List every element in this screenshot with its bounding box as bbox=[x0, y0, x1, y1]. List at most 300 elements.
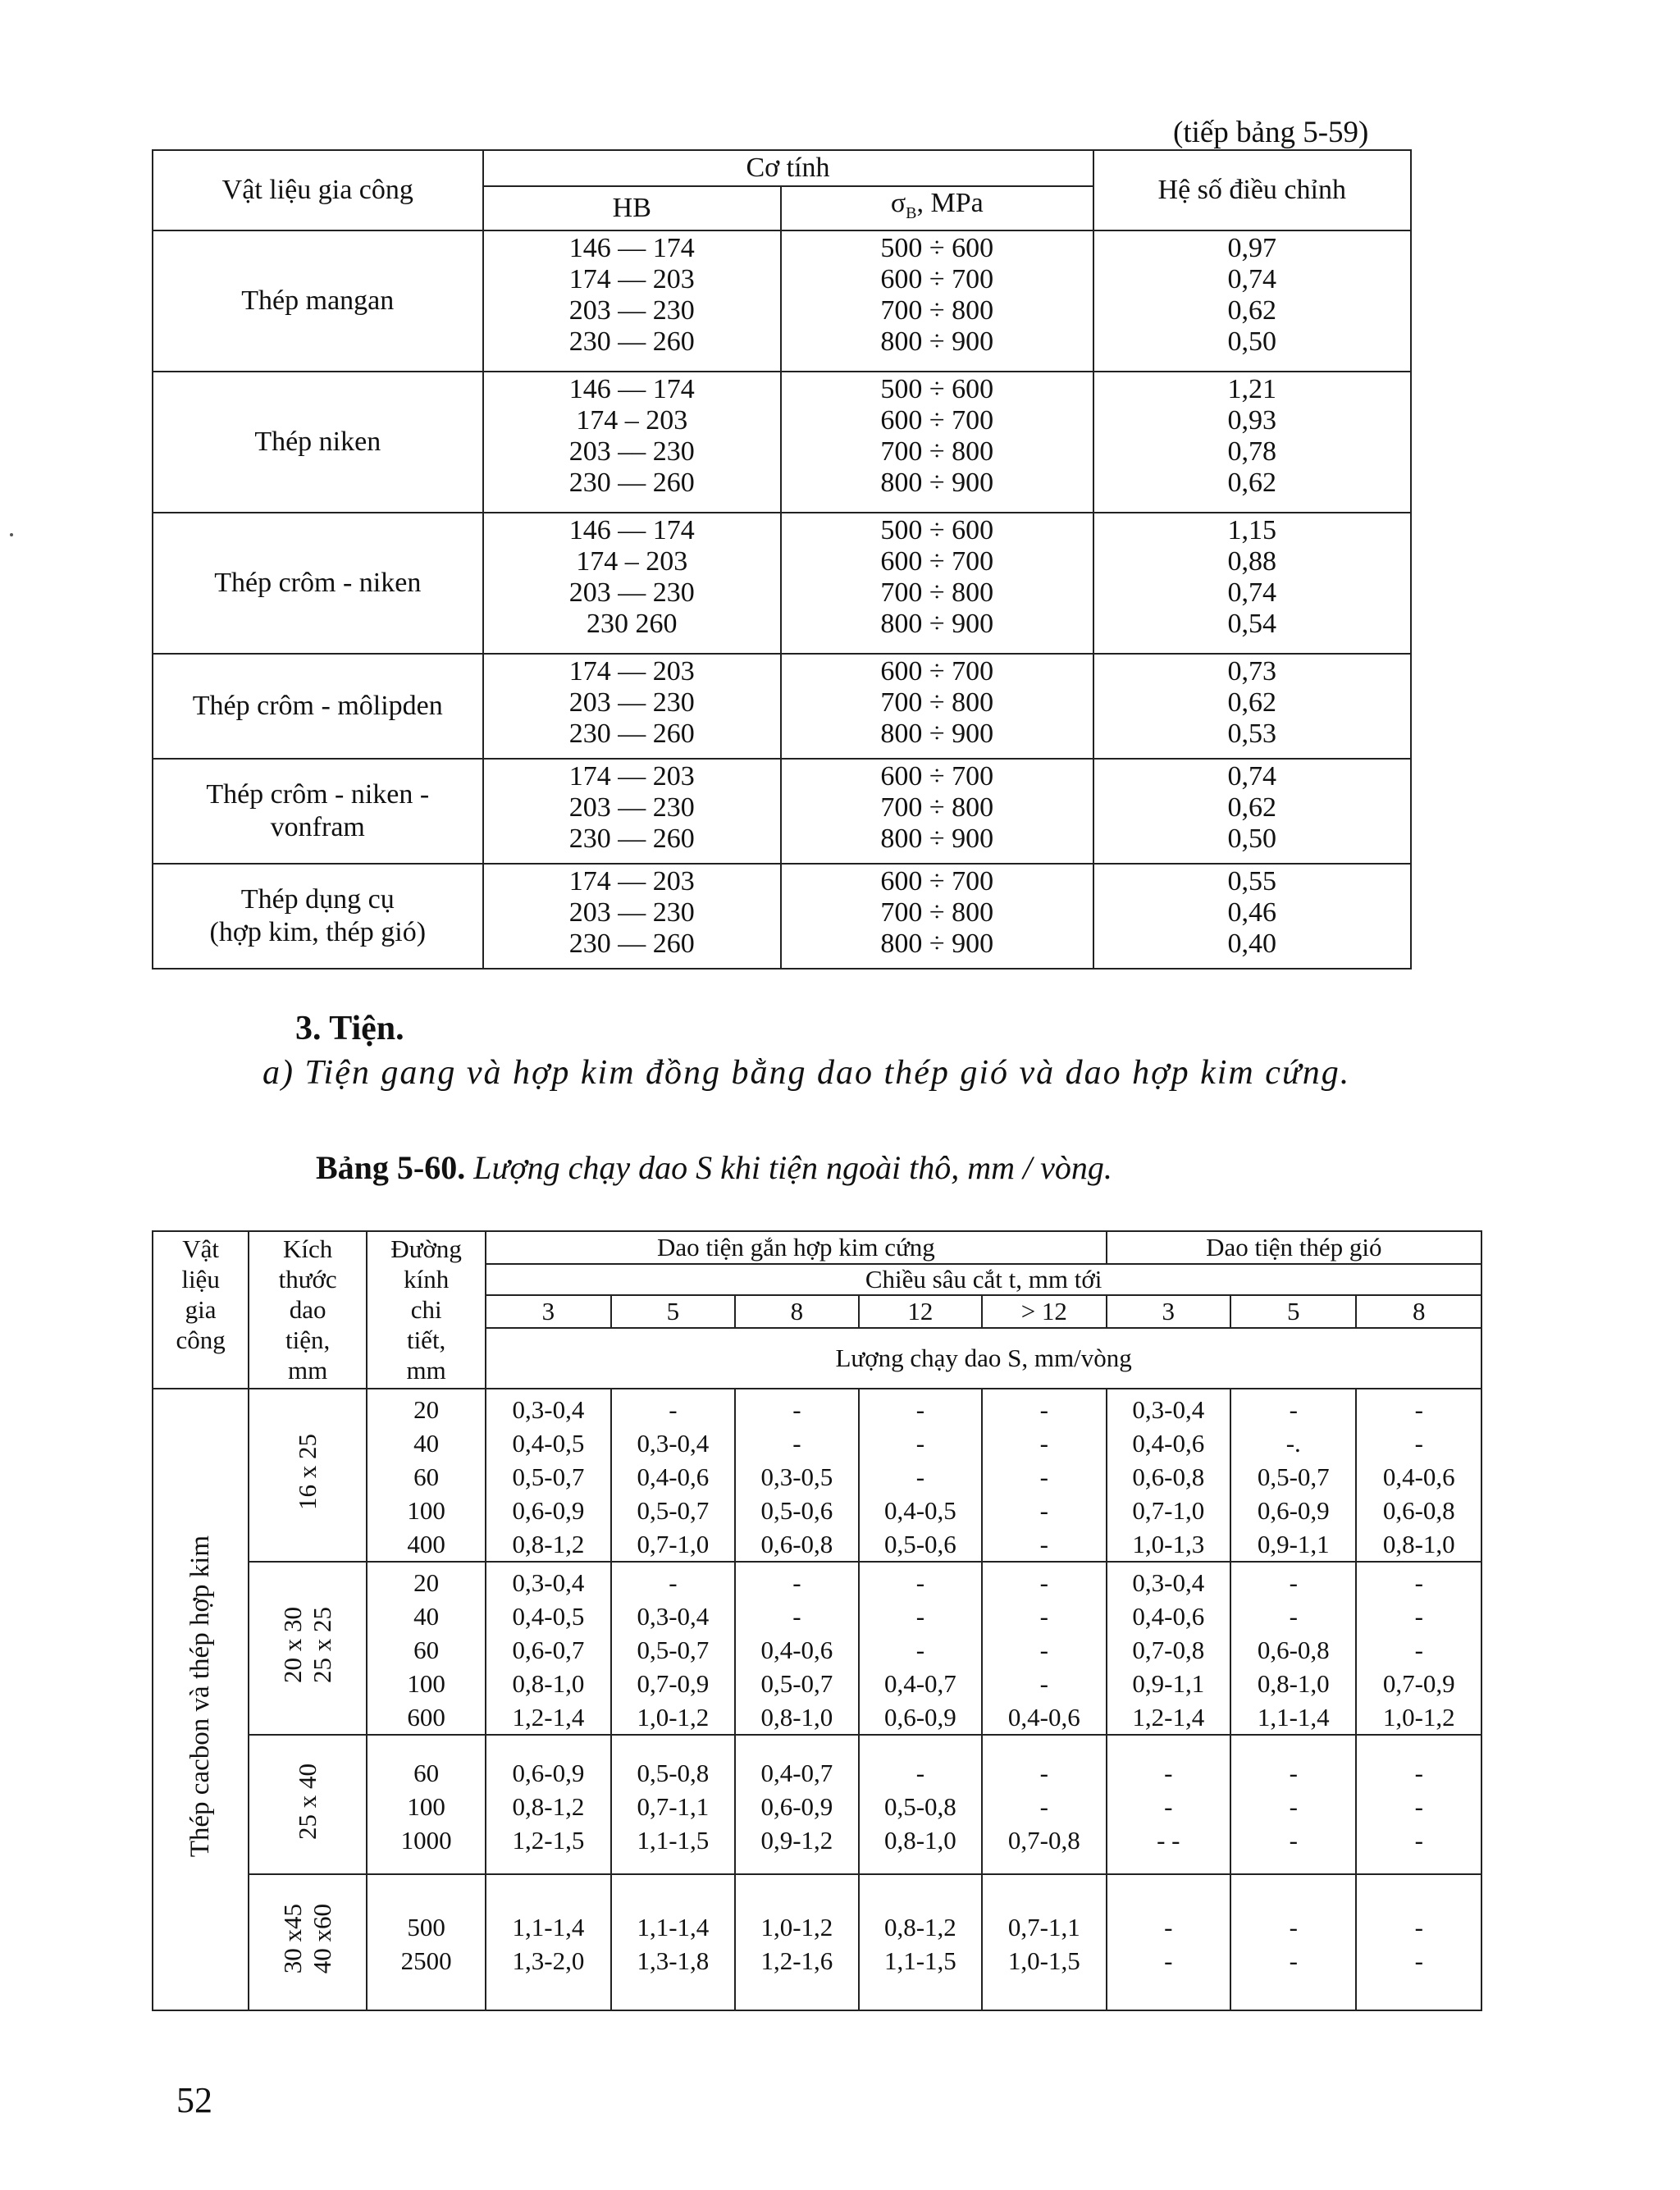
feed-cell bbox=[1230, 1389, 1356, 1562]
feed-value: 1,1-1,5 bbox=[883, 1946, 956, 1975]
feed-value: 0,5-0,8 bbox=[883, 1791, 956, 1821]
feed-value: 0,6-0,9 bbox=[512, 1758, 585, 1787]
feed-value: - bbox=[1039, 1395, 1048, 1424]
feed-value: - bbox=[1039, 1568, 1048, 1597]
coef-value: 0,62 bbox=[1227, 294, 1276, 326]
feed-value: 0,7-0,8 bbox=[1132, 1636, 1205, 1664]
sigma-cell bbox=[781, 513, 1093, 654]
coef-cell bbox=[1093, 654, 1412, 759]
caption-label: Bảng 5-60. bbox=[316, 1149, 466, 1186]
hb-value: 146 — 174 bbox=[568, 373, 695, 404]
feed-cell bbox=[735, 1562, 858, 1735]
depth-header-cell: 8 bbox=[1356, 1295, 1481, 1328]
feed-value: - bbox=[915, 1602, 925, 1631]
hb-cell bbox=[483, 654, 781, 759]
feed-value: 0,7-1,0 bbox=[637, 1530, 710, 1558]
table-caption bbox=[316, 1148, 1112, 1187]
feed-cell bbox=[1356, 1562, 1481, 1735]
feed-value: - bbox=[1414, 1946, 1423, 1975]
coef-value: 0,62 bbox=[1227, 792, 1276, 823]
diameter-value: 100 bbox=[407, 1496, 445, 1525]
hb-value: 203 — 230 bbox=[568, 577, 695, 608]
coef-value: 0,93 bbox=[1227, 404, 1276, 436]
feed-value: 1,1-1,5 bbox=[637, 1825, 710, 1855]
coef-value: 0,54 bbox=[1227, 608, 1276, 639]
feed-value: - bbox=[915, 1462, 925, 1491]
feed-value: 1,2-1,6 bbox=[760, 1946, 833, 1975]
hb-value: 174 — 203 bbox=[568, 263, 695, 294]
feed-value: 0,4-0,6 bbox=[760, 1636, 833, 1664]
hb-value: 230 — 260 bbox=[568, 823, 695, 854]
feed-value: - bbox=[792, 1568, 801, 1597]
tool-size-label: 30 x45 40 x60 bbox=[278, 1904, 337, 1974]
feed-value: 0,6-0,9 bbox=[883, 1703, 956, 1731]
feed-value: - bbox=[792, 1395, 801, 1424]
feed-cell bbox=[982, 1874, 1106, 2010]
hb-value: 174 – 203 bbox=[576, 404, 688, 436]
hb-value: 230 260 bbox=[587, 608, 678, 639]
feed-value: 0,3-0,4 bbox=[637, 1429, 710, 1458]
coef-value: 0,97 bbox=[1227, 232, 1276, 263]
feed-value: 1,2-1,4 bbox=[512, 1703, 585, 1731]
diameter-cell bbox=[367, 1874, 486, 2010]
material-cell: Thép crôm - môlipden bbox=[153, 654, 483, 759]
coef-value: 0,74 bbox=[1227, 263, 1276, 294]
table-row bbox=[153, 1389, 1481, 1562]
section-paragraph: a) Tiện gang và hợp kim đồng bằng dao thép gió và dao hợp kim cứng. bbox=[262, 1054, 1351, 1092]
hb-cell bbox=[483, 513, 781, 654]
sigma-cell bbox=[781, 654, 1093, 759]
diameter-value: 1000 bbox=[400, 1825, 452, 1855]
feed-value: 0,7-1,0 bbox=[1132, 1496, 1205, 1525]
feed-value: - bbox=[915, 1636, 925, 1664]
feed-value: 0,4-0,6 bbox=[1132, 1602, 1205, 1631]
feed-value: - bbox=[1414, 1825, 1423, 1855]
feed-value: 1,1-1,4 bbox=[512, 1913, 585, 1941]
feed-value: - bbox=[1164, 1913, 1173, 1941]
feed-value: 0,4-0,5 bbox=[512, 1602, 585, 1631]
hb-value: 203 –– 230 bbox=[568, 436, 695, 467]
feed-cell bbox=[1107, 1735, 1230, 1874]
header-tool-size: Kích thước dao tiện, mm bbox=[249, 1231, 367, 1389]
sigma-value: 500 ÷ 600 bbox=[880, 514, 994, 545]
hb-value: 230 — 260 bbox=[568, 326, 695, 357]
coef-value: 1,21 bbox=[1227, 373, 1276, 404]
sigma-value: 700 ÷ 800 bbox=[880, 687, 994, 718]
diameter-value: 2500 bbox=[400, 1946, 452, 1975]
feed-value: 0,3-0,5 bbox=[760, 1462, 833, 1491]
feed-cell bbox=[611, 1389, 735, 1562]
material-cell: Thép dụng cụ (hợp kim, thép gió) bbox=[153, 864, 483, 969]
sigma-cell bbox=[781, 372, 1093, 513]
table-row bbox=[153, 230, 1411, 372]
feed-value: 0,8-1,2 bbox=[883, 1913, 956, 1941]
feed-cell bbox=[1356, 1735, 1481, 1874]
feed-cell bbox=[1107, 1874, 1230, 2010]
coef-value: 0,74 bbox=[1227, 760, 1276, 792]
feed-value: - bbox=[792, 1602, 801, 1631]
feed-value: - bbox=[1414, 1429, 1423, 1458]
feed-value: 0,8-1,0 bbox=[1382, 1530, 1455, 1558]
feed-value: - bbox=[1289, 1602, 1298, 1631]
feed-value: - bbox=[1414, 1395, 1423, 1424]
feed-value: 0,3-0,4 bbox=[637, 1602, 710, 1631]
header-hb: HB bbox=[483, 186, 781, 230]
feed-value: 0,8-1,2 bbox=[512, 1791, 585, 1821]
feed-value: 1,2-1,4 bbox=[1132, 1703, 1205, 1731]
sigma-value: 700 ÷ 800 bbox=[880, 897, 994, 928]
feed-value: 1,0-1,5 bbox=[1007, 1946, 1080, 1975]
feed-cell bbox=[611, 1735, 735, 1874]
feed-value: 0,6-0,9 bbox=[1257, 1496, 1330, 1525]
feed-value: 0,5-0,6 bbox=[883, 1530, 956, 1558]
coef-value: 0,78 bbox=[1227, 436, 1276, 467]
feed-value: -. bbox=[1285, 1429, 1301, 1458]
feed-value: - bbox=[1289, 1568, 1298, 1597]
sigma-value: 600 ÷ 700 bbox=[880, 760, 994, 792]
header-sigma: $\sigma_B$, MPa bbox=[781, 186, 1093, 230]
feed-value: 0,6-0,8 bbox=[1257, 1636, 1330, 1664]
feed-cell bbox=[1230, 1874, 1356, 2010]
coef-cell bbox=[1093, 513, 1412, 654]
sigma-value: 800 ÷ 900 bbox=[880, 467, 994, 498]
header-diameter: Đường kính chi tiết, mm bbox=[367, 1231, 486, 1389]
feed-value: 0,3-0,4 bbox=[512, 1395, 585, 1424]
feed-value: - bbox=[1039, 1791, 1048, 1821]
feed-value: 0,5-0,7 bbox=[637, 1496, 710, 1525]
feed-value: 1,0-1,2 bbox=[637, 1703, 710, 1731]
feed-value: 0,6-0,8 bbox=[1382, 1496, 1455, 1525]
feed-cell bbox=[1356, 1389, 1481, 1562]
header-material: Vật liệu gia công bbox=[153, 150, 483, 230]
feed-value: - bbox=[1164, 1758, 1173, 1787]
feed-cell bbox=[859, 1562, 982, 1735]
feed-value: - bbox=[1414, 1791, 1423, 1821]
table-row bbox=[153, 759, 1411, 864]
coef-value: 0,88 bbox=[1227, 545, 1276, 577]
feed-value: 0,6-0,9 bbox=[512, 1496, 585, 1525]
scan-mark bbox=[10, 533, 13, 536]
feed-value: 0,4-0,7 bbox=[883, 1669, 956, 1698]
feed-value: 0,5-0,6 bbox=[760, 1496, 833, 1525]
feed-value: - bbox=[1039, 1462, 1048, 1491]
diameter-value: 100 bbox=[407, 1791, 445, 1821]
feed-value: - bbox=[1289, 1913, 1298, 1941]
diameter-cell bbox=[367, 1735, 486, 1874]
feed-value: 1,0-1,2 bbox=[760, 1913, 833, 1941]
depth-header-cell: 12 bbox=[859, 1295, 982, 1328]
hb-value: 174 — 203 bbox=[568, 760, 695, 792]
depth-header-cell: 3 bbox=[1107, 1295, 1230, 1328]
tool-size-cell bbox=[249, 1562, 367, 1735]
diameter-value: 60 bbox=[413, 1636, 440, 1664]
tool-size-label: 20 x 30 25 x 25 bbox=[278, 1607, 337, 1683]
header-properties: Cơ tính bbox=[483, 150, 1093, 186]
feed-value: 1,1-1,4 bbox=[637, 1913, 710, 1941]
diameter-value: 400 bbox=[407, 1530, 445, 1558]
feed-value: 0,8-1,0 bbox=[883, 1825, 956, 1855]
feed-value: - - bbox=[1157, 1825, 1180, 1855]
feed-rate-table bbox=[152, 1230, 1482, 2011]
diameter-value: 20 bbox=[413, 1568, 440, 1597]
feed-cell bbox=[982, 1562, 1106, 1735]
feed-value: - bbox=[915, 1758, 925, 1787]
feed-value: 0,7-0,9 bbox=[637, 1669, 710, 1698]
coef-cell bbox=[1093, 230, 1412, 372]
hb-value: 230 — 260 bbox=[568, 467, 695, 498]
feed-value: - bbox=[1289, 1946, 1298, 1975]
feed-value: 0,4-0,6 bbox=[1132, 1429, 1205, 1458]
table-row bbox=[153, 1874, 1481, 2010]
hb-cell bbox=[483, 230, 781, 372]
sigma-cell bbox=[781, 230, 1093, 372]
feed-value: 0,3-0,4 bbox=[512, 1568, 585, 1597]
feed-cell bbox=[611, 1562, 735, 1735]
diameter-value: 100 bbox=[407, 1669, 445, 1698]
header-material: Vật liệu gia công bbox=[153, 1231, 249, 1389]
depth-header-cell: 3 bbox=[486, 1295, 610, 1328]
feed-cell bbox=[1107, 1389, 1230, 1562]
sigma-value: 600 ÷ 700 bbox=[880, 263, 994, 294]
feed-cell bbox=[486, 1735, 610, 1874]
feed-value: 0,8-1,2 bbox=[512, 1530, 585, 1558]
sigma-value: 700 ÷ 800 bbox=[880, 436, 994, 467]
depth-header-cell: 5 bbox=[611, 1295, 735, 1328]
feed-value: - bbox=[1039, 1758, 1048, 1787]
feed-value: 0,7-0,9 bbox=[1382, 1669, 1455, 1698]
feed-value: 0,5-0,7 bbox=[512, 1462, 585, 1491]
feed-value: 0,4-0,6 bbox=[1382, 1462, 1455, 1491]
feed-cell bbox=[735, 1389, 858, 1562]
hb-value: 203 — 230 bbox=[568, 687, 695, 718]
feed-value: 0,8-1,0 bbox=[512, 1669, 585, 1698]
feed-value: 1,3-1,8 bbox=[637, 1946, 710, 1975]
material-coefficient-table bbox=[152, 149, 1412, 970]
depth-header-cell: > 12 bbox=[982, 1295, 1106, 1328]
feed-value: 0,8-1,0 bbox=[1257, 1669, 1330, 1698]
hb-value: 146 — 174 bbox=[568, 514, 695, 545]
feed-value: - bbox=[1414, 1568, 1423, 1597]
hb-value: 174 – 203 bbox=[576, 545, 688, 577]
table-row bbox=[153, 372, 1411, 513]
diameter-value: 60 bbox=[413, 1462, 440, 1491]
coef-cell bbox=[1093, 864, 1412, 969]
feed-value: 1,1-1,4 bbox=[1257, 1703, 1330, 1731]
sigma-value: 700 ÷ 800 bbox=[880, 792, 994, 823]
coef-value: 0,53 bbox=[1227, 718, 1276, 749]
feed-value: 1,0-1,2 bbox=[1382, 1703, 1455, 1731]
feed-value: 0,3-0,4 bbox=[1132, 1395, 1205, 1424]
coef-cell bbox=[1093, 372, 1412, 513]
feed-cell bbox=[982, 1735, 1106, 1874]
feed-value: 0,9-1,2 bbox=[760, 1825, 833, 1855]
sigma-value: 600 ÷ 700 bbox=[880, 545, 994, 577]
hb-value: 146 — 174 bbox=[568, 232, 695, 263]
header-coefficient: Hệ số điều chỉnh bbox=[1093, 150, 1412, 230]
sigma-value: 600 ÷ 700 bbox=[880, 404, 994, 436]
feed-value: 0,6-0,7 bbox=[512, 1636, 585, 1664]
hb-value: 230 — 260 bbox=[568, 928, 695, 959]
sigma-value: 800 ÷ 900 bbox=[880, 718, 994, 749]
sigma-value: 800 ÷ 900 bbox=[880, 823, 994, 854]
tool-size-label: 16 x 25 bbox=[293, 1434, 322, 1510]
hb-value: 203 — 230 bbox=[568, 792, 695, 823]
feed-value: 1,3-2,0 bbox=[512, 1946, 585, 1975]
feed-cell bbox=[1356, 1874, 1481, 2010]
diameter-value: 40 bbox=[413, 1429, 440, 1458]
header-feed: Lượng chạy dao S, mm/vòng bbox=[486, 1328, 1481, 1389]
feed-value: - bbox=[1289, 1791, 1298, 1821]
hb-value: 203 — 230 bbox=[568, 294, 695, 326]
feed-value: - bbox=[1039, 1496, 1048, 1525]
feed-value: 0,4-0,5 bbox=[883, 1496, 956, 1525]
table-row bbox=[153, 1735, 1481, 1874]
feed-value: 0,5-0,7 bbox=[637, 1636, 710, 1664]
feed-value: - bbox=[1039, 1636, 1048, 1664]
header-depth: Chiều sâu cắt t, mm tới bbox=[486, 1264, 1481, 1295]
depth-header-cell: 8 bbox=[735, 1295, 858, 1328]
diameter-value: 20 bbox=[413, 1395, 440, 1424]
coef-value: 0,46 bbox=[1227, 897, 1276, 928]
tool-size-cell bbox=[249, 1389, 367, 1562]
material-cell: Thép crôm - niken bbox=[153, 513, 483, 654]
diameter-value: 60 bbox=[413, 1758, 440, 1787]
feed-value: - bbox=[1414, 1913, 1423, 1941]
header-carbide-tool: Dao tiện gắn hợp kim cứng bbox=[486, 1231, 1106, 1264]
feed-cell bbox=[982, 1389, 1106, 1562]
diameter-value: 500 bbox=[407, 1913, 445, 1941]
sigma-value: 600 ÷ 700 bbox=[880, 655, 994, 687]
sigma-value: 500 ÷ 600 bbox=[880, 373, 994, 404]
sigma-value: 500 ÷ 600 bbox=[880, 232, 994, 263]
material-cell: Thép crôm - niken - vonfram bbox=[153, 759, 483, 864]
feed-value: - bbox=[792, 1429, 801, 1458]
table-row bbox=[153, 1562, 1481, 1735]
feed-value: - bbox=[1289, 1395, 1298, 1424]
feed-value: 0,5-0,7 bbox=[1257, 1462, 1330, 1491]
hb-value: 174 — 203 bbox=[568, 865, 695, 897]
hb-value: 230 — 260 bbox=[568, 718, 695, 749]
coef-cell bbox=[1093, 759, 1412, 864]
hb-cell bbox=[483, 759, 781, 864]
sigma-value: 600 ÷ 700 bbox=[880, 865, 994, 897]
sigma-cell bbox=[781, 864, 1093, 969]
feed-value: 0,5-0,8 bbox=[637, 1758, 710, 1787]
material-cell: Thép mangan bbox=[153, 230, 483, 372]
feed-value: - bbox=[1289, 1758, 1298, 1787]
feed-value: - bbox=[669, 1568, 678, 1597]
feed-value: 0,5-0,7 bbox=[760, 1669, 833, 1698]
coef-value: 0,50 bbox=[1227, 823, 1276, 854]
coef-value: 0,62 bbox=[1227, 687, 1276, 718]
page-number: 52 bbox=[176, 2080, 212, 2120]
sigma-value: 800 ÷ 900 bbox=[880, 928, 994, 959]
feed-value: 0,7-1,1 bbox=[637, 1791, 710, 1821]
material-cell bbox=[153, 1389, 249, 2010]
coef-value: 0,40 bbox=[1227, 928, 1276, 959]
feed-cell bbox=[1230, 1562, 1356, 1735]
continued-label: (tiếp bảng 5-59) bbox=[1173, 116, 1369, 149]
feed-value: - bbox=[1039, 1429, 1048, 1458]
feed-value: 0,3-0,4 bbox=[1132, 1568, 1205, 1597]
feed-value: 0,9-1,1 bbox=[1132, 1669, 1205, 1698]
hb-cell bbox=[483, 864, 781, 969]
diameter-value: 600 bbox=[407, 1703, 445, 1731]
tool-size-cell bbox=[249, 1874, 367, 2010]
feed-value: 0,8-1,0 bbox=[760, 1703, 833, 1731]
feed-cell bbox=[486, 1389, 610, 1562]
sigma-value: 700 ÷ 800 bbox=[880, 577, 994, 608]
feed-cell bbox=[859, 1874, 982, 2010]
feed-cell bbox=[735, 1735, 858, 1874]
feed-value: 0,6-0,8 bbox=[1132, 1462, 1205, 1491]
material-cell: Thép niken bbox=[153, 372, 483, 513]
coef-value: 0,62 bbox=[1227, 467, 1276, 498]
sigma-value: 800 ÷ 900 bbox=[880, 326, 994, 357]
feed-cell bbox=[1107, 1562, 1230, 1735]
material-label: Thép cacbon và thép hợp kim bbox=[185, 1535, 216, 1858]
tool-size-cell bbox=[249, 1735, 367, 1874]
feed-cell bbox=[859, 1389, 982, 1562]
feed-value: - bbox=[1414, 1602, 1423, 1631]
feed-cell bbox=[735, 1874, 858, 2010]
feed-cell bbox=[859, 1735, 982, 1874]
coef-value: 1,15 bbox=[1227, 514, 1276, 545]
coef-value: 0,74 bbox=[1227, 577, 1276, 608]
feed-value: 0,7-0,8 bbox=[1007, 1825, 1080, 1855]
table-row bbox=[153, 864, 1411, 969]
sigma-cell bbox=[781, 759, 1093, 864]
feed-value: - bbox=[1164, 1946, 1173, 1975]
section-title: 3. Tiện. bbox=[295, 1010, 404, 1047]
feed-value: - bbox=[669, 1395, 678, 1424]
tool-size-label: 25 x 40 bbox=[293, 1763, 322, 1840]
coef-value: 0,50 bbox=[1227, 326, 1276, 357]
feed-value: 0,6-0,9 bbox=[760, 1791, 833, 1821]
feed-value: - bbox=[1289, 1825, 1298, 1855]
diameter-cell bbox=[367, 1389, 486, 1562]
feed-value: - bbox=[915, 1429, 925, 1458]
feed-value: - bbox=[915, 1395, 925, 1424]
feed-value: 0,4-0,7 bbox=[760, 1758, 833, 1787]
coef-value: 0,55 bbox=[1227, 865, 1276, 897]
depth-header-cell: 5 bbox=[1230, 1295, 1356, 1328]
caption-text: Lượng chạy dao S khi tiện ngoài thô, mm / vòng. bbox=[465, 1149, 1112, 1186]
feed-value: 0,9-1,1 bbox=[1257, 1530, 1330, 1558]
diameter-cell bbox=[367, 1562, 486, 1735]
diameter-value: 40 bbox=[413, 1602, 440, 1631]
feed-value: - bbox=[1164, 1791, 1173, 1821]
table-row bbox=[153, 513, 1411, 654]
sigma-value: 700 ÷ 800 bbox=[880, 294, 994, 326]
feed-value: 1,0-1,3 bbox=[1132, 1530, 1205, 1558]
sigma-value: 800 ÷ 900 bbox=[880, 608, 994, 639]
table-row bbox=[153, 654, 1411, 759]
feed-cell bbox=[1230, 1735, 1356, 1874]
coef-value: 0,73 bbox=[1227, 655, 1276, 687]
hb-value: 203 — 230 bbox=[568, 897, 695, 928]
feed-value: 0,4-0,5 bbox=[512, 1429, 585, 1458]
header-hss-tool: Dao tiện thép gió bbox=[1107, 1231, 1481, 1264]
feed-value: - bbox=[1039, 1530, 1048, 1558]
feed-value: 0,4-0,6 bbox=[637, 1462, 710, 1491]
hb-cell bbox=[483, 372, 781, 513]
feed-value: 1,2-1,5 bbox=[512, 1825, 585, 1855]
feed-cell bbox=[611, 1874, 735, 2010]
feed-value: - bbox=[915, 1568, 925, 1597]
feed-value: - bbox=[1414, 1758, 1423, 1787]
feed-value: 0,4-0,6 bbox=[1007, 1703, 1080, 1731]
